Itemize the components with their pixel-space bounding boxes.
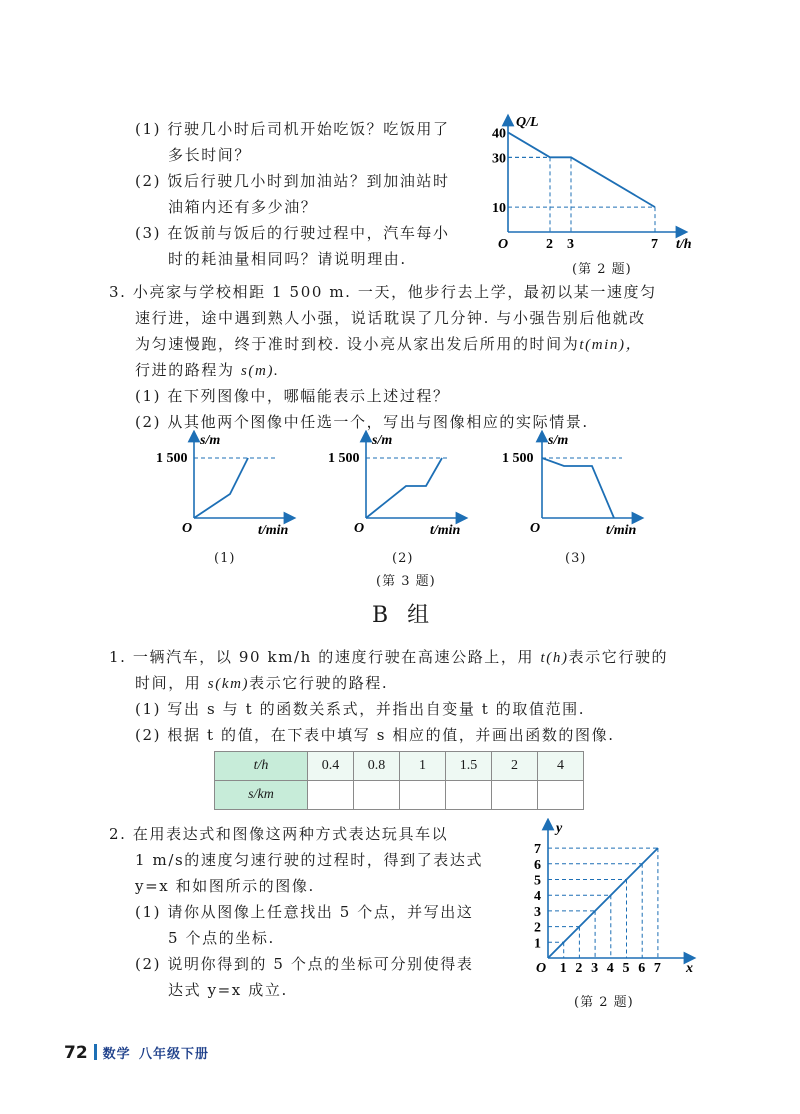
- table-cell: 1.5: [446, 752, 492, 781]
- table-row: [215, 752, 584, 781]
- q3-line1: 3. 小亮家与学校相距 1 500 m. 一天，他步行去上学，最初以某一速度匀: [109, 283, 657, 301]
- footer-subject: 数学: [102, 1047, 131, 1062]
- q3-t-unit: t(min)，: [579, 337, 643, 353]
- q3-line3-text: 为匀速慢跑，终于准时到校. 设小亮从家出发后所用的时间为: [135, 335, 580, 353]
- yx-x-tick: 6: [638, 961, 646, 976]
- q2-sub1-line1: (1) 行驶几小时后司机开始吃饭？吃饭用了: [135, 120, 450, 138]
- b1-line2: [135, 673, 388, 694]
- q3-s-unit: s(m).: [240, 363, 280, 379]
- svg-text:O: O: [530, 521, 541, 536]
- b1-t-h: t(h): [540, 650, 569, 666]
- q2-sub2-line1: (2) 饭后行驶几小时到加油站？到加油站时: [135, 172, 450, 190]
- fuel-x-tick: 7: [651, 237, 658, 252]
- b2-line1: 2. 在用表达式和图像这两种方式表达玩具车以: [109, 825, 449, 843]
- table-cell-empty[interactable]: [446, 781, 492, 810]
- fuel-y-tick: 40: [492, 126, 506, 142]
- yx-x-tick: 7: [653, 961, 661, 976]
- yx-y-tick: 1: [534, 936, 541, 952]
- table-cell: 2: [492, 752, 538, 781]
- table-cell-empty[interactable]: [400, 781, 446, 810]
- b1-line1-text: 1. 一辆汽车，以 90 km/h 的速度行驶在高速公路上，用: [109, 648, 535, 666]
- yx-caption: (第 2 题): [574, 995, 634, 1010]
- q2-sub3-line2: 时的耗油量相同吗？请说明理由.: [168, 250, 407, 268]
- svg-text:1 500: 1 500: [156, 451, 188, 466]
- yx-x-tick: 2: [575, 961, 583, 976]
- table-head-s: s/km: [215, 781, 308, 810]
- svg-text:s/m: s/m: [548, 433, 569, 448]
- q2-sub1-line2: 多长时间？: [168, 146, 252, 164]
- yx-y-tick: 3: [534, 904, 541, 920]
- yx-x-tick: 4: [606, 961, 614, 976]
- q3-sub2: (2) 从其他两个图像中任选一个，写出与图像相应的实际情景.: [135, 413, 589, 431]
- b2-line4: (1) 请你从图像上任意找出 5 个点，并写出这: [135, 903, 474, 921]
- b2-line2: 1 m/s的速度匀速行驶的过程时，得到了表达式: [135, 851, 484, 869]
- table-row: [215, 781, 584, 810]
- walk-graph-3-label: (3): [565, 551, 587, 566]
- b1-line2b: 表示它行驶的路程.: [249, 674, 389, 692]
- walk-graph-1: [150, 430, 310, 538]
- b1-sub1: (1) 写出 s 与 t 的函数关系式，并指出自变量 t 的取值范围.: [135, 700, 586, 718]
- section-title: B 组: [372, 603, 436, 628]
- q3-sub1: (1) 在下列图像中，哪幅能表示上述过程？: [135, 387, 450, 405]
- q3-line3: [135, 334, 642, 355]
- walk-graph-2: [322, 430, 482, 538]
- yx-origin: O: [536, 961, 547, 976]
- table-cell-empty[interactable]: [538, 781, 584, 810]
- table-cell: 1: [400, 752, 446, 781]
- svg-text:O: O: [182, 521, 193, 536]
- table-cell: 0.8: [354, 752, 400, 781]
- footer-book: 八年级下册: [138, 1047, 209, 1062]
- svg-text:t/min: t/min: [258, 523, 289, 538]
- table-head-t: t/h: [215, 752, 308, 781]
- yx-xlabel: x: [686, 961, 693, 976]
- yx-x-tick: 3: [591, 961, 599, 976]
- svg-text:1 500: 1 500: [502, 451, 534, 466]
- svg-text:O: O: [354, 521, 365, 536]
- q3-line4-text: 行进的路程为: [135, 361, 235, 379]
- yx-chart: [526, 818, 706, 986]
- svg-text:1 500: 1 500: [328, 451, 360, 466]
- q3-line2: 速行进，途中遇到熟人小强，说话耽误了几分钟. 与小强告别后他就改: [135, 309, 646, 327]
- b1-s-km: s(km): [207, 676, 250, 692]
- yx-y-tick: 5: [534, 873, 541, 889]
- yx-x-tick: 5: [622, 961, 630, 976]
- walk-graph-3: [494, 430, 654, 538]
- svg-text:t/min: t/min: [606, 523, 637, 538]
- yx-y-tick: 4: [534, 889, 541, 905]
- q3-caption: (第 3 题): [376, 574, 436, 589]
- table-cell: 0.4: [308, 752, 354, 781]
- table-cell-empty[interactable]: [308, 781, 354, 810]
- fuel-chart: [492, 112, 702, 252]
- fuel-y-tick: 10: [492, 201, 506, 217]
- walk-graph-2-label: (2): [392, 551, 414, 566]
- walk-graph-1-line: [194, 458, 248, 518]
- yx-ylabel: y: [556, 821, 563, 836]
- yx-y-tick: 6: [534, 857, 541, 873]
- svg-text:s/m: s/m: [200, 433, 221, 448]
- fuel-x-tick: 2: [546, 237, 553, 252]
- table-cell-empty[interactable]: [354, 781, 400, 810]
- svg-text:t/min: t/min: [430, 523, 461, 538]
- b1-line1: [109, 647, 668, 668]
- walk-graph-2-line: [366, 458, 442, 518]
- fuel-ylabel: Q/L: [516, 115, 539, 130]
- fuel-caption: (第 2 题): [572, 262, 632, 277]
- fuel-xlabel: t/h: [676, 237, 692, 252]
- q2-sub2-line2: 油箱内还有多少油？: [168, 198, 318, 216]
- yx-x-tick: 1: [559, 961, 567, 976]
- fuel-data-line: [508, 132, 655, 207]
- b1-line2a: 时间，用: [135, 674, 202, 692]
- footer-divider: [94, 1044, 97, 1060]
- fuel-x-tick: O: [498, 237, 509, 252]
- yx-y-tick: 2: [534, 920, 541, 936]
- page-footer: [64, 1043, 209, 1063]
- yx-data-line: [548, 848, 658, 958]
- svg-text:s/m: s/m: [372, 433, 393, 448]
- b1-sub2: (2) 根据 t 的值，在下表中填写 s 相应的值，并画出函数的图像.: [135, 726, 615, 744]
- page-number: 72: [64, 1043, 88, 1063]
- b1-line1-tail: 表示它行驶的: [568, 648, 669, 666]
- q3-line4: [135, 360, 279, 381]
- table-cell: 4: [538, 752, 584, 781]
- b2-line3: y=x 和如图所示的图像.: [135, 877, 315, 895]
- table-cell-empty[interactable]: [492, 781, 538, 810]
- values-table: [214, 751, 584, 810]
- q2-sub3-line1: (3) 在饭前与饭后的行驶过程中，汽车每小: [135, 224, 450, 242]
- b2-line6: (2) 说明你得到的 5 个点的坐标可分别使得表: [135, 955, 474, 973]
- walk-graph-1-label: (1): [214, 551, 236, 566]
- fuel-y-tick: 30: [492, 151, 506, 167]
- b2-line5: 5 个点的坐标.: [168, 929, 275, 947]
- yx-y-tick: 7: [534, 842, 541, 858]
- walk-graph-3-line: [542, 458, 614, 518]
- fuel-x-tick: 3: [567, 237, 574, 252]
- b2-line7: 达式 y=x 成立.: [168, 981, 288, 999]
